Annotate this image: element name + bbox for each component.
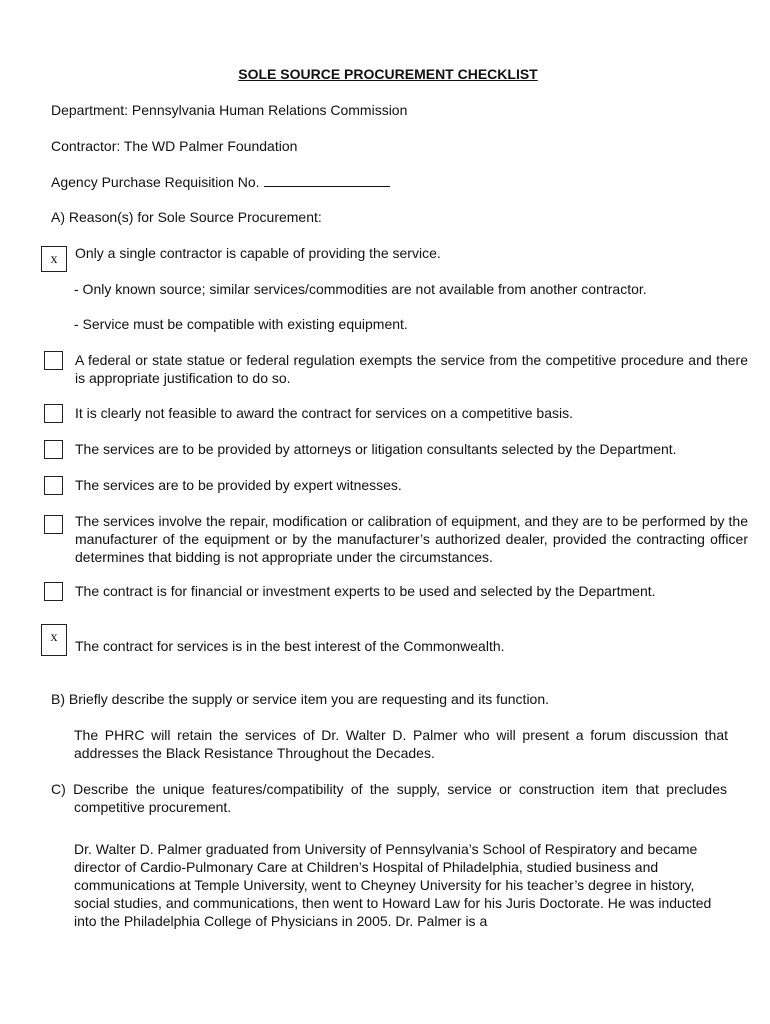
section-b-heading: B) Briefly describe the supply or service item you are requesting and its function. <box>51 691 550 707</box>
reason-1-checkbox[interactable] <box>41 246 67 272</box>
contractor-line: Contractor: The WD Palmer Foundation <box>51 138 298 154</box>
reason-8-text: The contract for services is in the best interest of the Commonwealth. <box>75 638 505 654</box>
reason-3-text: It is clearly not feasible to award the contract for services on a competitive basis. <box>75 405 574 421</box>
requisition-number-field[interactable] <box>264 173 390 187</box>
reason-7-text: The contract is for financial or investment experts to be used and selected by the Department. <box>75 583 656 599</box>
requisition-line <box>51 173 390 191</box>
section-a-heading: A) Reason(s) for Sole Source Procurement: <box>51 209 322 225</box>
reason-8-checkbox[interactable] <box>41 624 67 656</box>
section-c-heading-text: C) Describe the unique features/compatibility of the supply, service or construction item that precludes competitive procurement. <box>51 781 727 815</box>
checkbox-mark: x <box>50 630 58 645</box>
page-title: SOLE SOURCE PROCUREMENT CHECKLIST <box>238 66 538 82</box>
reason-7-checkbox[interactable] <box>44 582 63 601</box>
requisition-label: Agency Purchase Requisition No. <box>51 174 260 190</box>
reason-1-text: Only a single contractor is capable of providing the service. <box>75 245 441 261</box>
reason-5-checkbox[interactable] <box>44 476 63 495</box>
section-b-answer: The PHRC will retain the services of Dr. Walter D. Palmer who will present a forum discussion that addresses the Black Resistance Throughout the Decades. <box>74 727 728 761</box>
checkbox-mark: x <box>50 252 58 267</box>
sub-item-1: - Only known source; similar services/commodities are not available from another contractor. <box>74 281 647 297</box>
reason-4-checkbox[interactable] <box>44 440 63 459</box>
reason-5-text: The services are to be provided by expert witnesses. <box>75 477 402 493</box>
reason-6-checkbox[interactable] <box>44 515 63 534</box>
reason-2-text: A federal or state statue or federal regulation exempts the service from the competitive procedure and there is appropriate justification to do so. <box>75 352 748 386</box>
reason-4-text: The services are to be provided by attorneys or litigation consultants selected by the Department. <box>75 441 677 457</box>
sub-item-2: - Service must be compatible with existing equipment. <box>74 316 408 332</box>
section-c-answer: Dr. Walter D. Palmer graduated from University of Pennsylvania’s School of Respiratory and became director of Cardio-Pulmonary Care at Children’s Hospital of Philadelphia, studied business and communications at Temple University, went to Cheyney University for his teacher’s degree in history, social studies, and communications, then went to Howard Law for his Juris Doctorate. He was inducted into the Philadelphia College of Physicians in 2005. Dr. Palmer is a <box>74 841 712 929</box>
department-line: Department: Pennsylvania Human Relations Commission <box>51 102 408 118</box>
reason-3-checkbox[interactable] <box>44 404 63 423</box>
section-c-heading <box>51 780 727 816</box>
reason-2-checkbox[interactable] <box>44 351 63 370</box>
reason-6-text: The services involve the repair, modification or calibration of equipment, and they are to be performed by the manufacturer of the equipment or by the manufacturer’s authorized dealer, provided the contracting officer determines that bidding is not appropriate under the circumstances. <box>75 513 748 565</box>
